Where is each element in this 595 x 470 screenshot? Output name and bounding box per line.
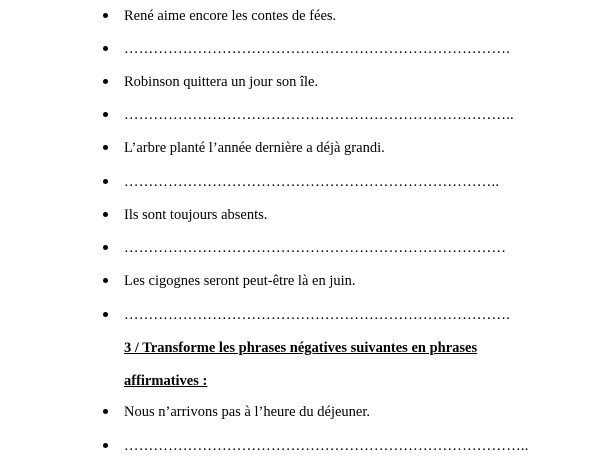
section-heading-continued: affirmatives : (124, 373, 208, 389)
sentence-text: Robinson quittera un jour son île. (124, 74, 319, 90)
bullet-icon (103, 245, 108, 250)
sentence-text: Nous n’arrivons pas à l’heure du déjeuner. (124, 404, 371, 420)
answer-line[interactable]: ………………………………………………………………….. (124, 174, 500, 190)
sentence-text: René aime encore les contes de fées. (124, 8, 337, 24)
bullet-icon (103, 443, 108, 448)
answer-line[interactable]: …………………………………………………………………….. (124, 107, 514, 123)
answer-line[interactable]: ……………………………………………………………………. (124, 41, 511, 57)
bullet-icon (103, 79, 108, 84)
sentence-text: Les cigognes seront peut-être là en juin. (124, 273, 356, 289)
sentence-text: L’arbre planté l’année dernière a déjà grandi. (124, 140, 385, 156)
bullet-icon (103, 278, 108, 283)
answer-line[interactable]: …………………………………………………………………… (124, 240, 507, 256)
sentence-text: Ils sont toujours absents. (124, 207, 268, 223)
section-heading: 3 / Transforme les phrases négatives suivantes en phrases (124, 340, 478, 356)
bullet-icon (103, 212, 108, 217)
bullet-icon (103, 46, 108, 51)
bullet-icon (103, 409, 108, 414)
bullet-icon (103, 312, 108, 317)
answer-line[interactable]: ……………………………………………………………………. (124, 307, 511, 323)
bullet-icon (103, 179, 108, 184)
bullet-icon (103, 145, 108, 150)
bullet-icon (103, 112, 108, 117)
answer-line[interactable]: ……………………………………………………………………….. (124, 438, 529, 454)
bullet-icon (103, 13, 108, 18)
